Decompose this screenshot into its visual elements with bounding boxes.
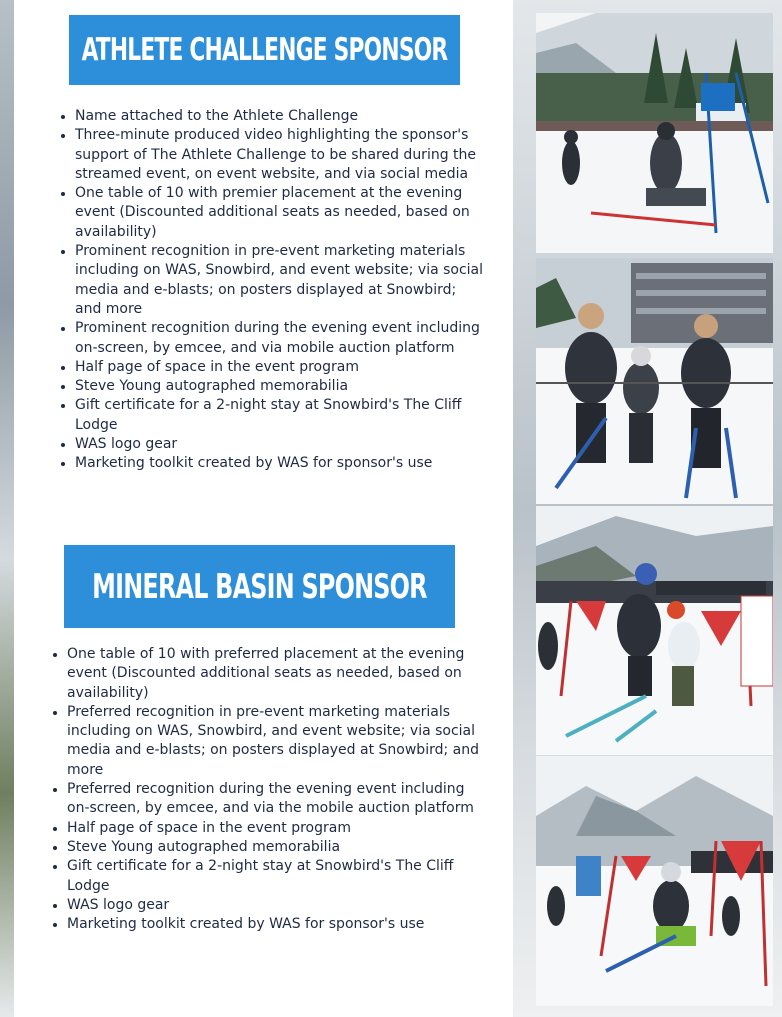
list-item: • Name attached to the Athlete Challenge xyxy=(75,107,485,126)
list-item: • One table of 10 with premier placement at the evening event (Discounted additional seats as needed, based on availability) xyxy=(75,184,485,242)
list-item: • Half page of space in the event program xyxy=(75,358,485,377)
mineral-basin-heading-text: MINERAL BASIN SPONSOR xyxy=(92,566,427,607)
photo-race-course xyxy=(536,756,773,1006)
list-item: • Marketing toolkit created by WAS for sponsor's use xyxy=(67,915,487,934)
list-item: • One table of 10 with preferred placement at the evening event (Discounted additional seats as needed, based on availability) xyxy=(67,645,487,703)
mineral-basin-heading xyxy=(64,545,455,628)
mineral-basin-benefits-list xyxy=(50,645,487,934)
list-item: • Half page of space in the event program xyxy=(67,819,487,838)
list-item: • Steve Young autographed memorabilia xyxy=(67,838,487,857)
list-item: • Marketing toolkit created by WAS for sponsor's use xyxy=(75,454,485,473)
list-item: • Prominent recognition during the evening event including on-screen, by emcee, and via mobile auction platform xyxy=(75,319,485,358)
athlete-challenge-benefits-list xyxy=(58,107,485,474)
content-panel xyxy=(14,0,513,1017)
background-photo-left-strip xyxy=(0,0,14,1017)
list-item: • Gift certificate for a 2-night stay at Snowbird's The Cliff Lodge xyxy=(67,857,487,896)
list-item: • Gift certificate for a 2-night stay at Snowbird's The Cliff Lodge xyxy=(75,396,485,435)
list-item: • WAS logo gear xyxy=(75,435,485,454)
list-item: • WAS logo gear xyxy=(67,896,487,915)
list-item: • Prominent recognition in pre-event marketing materials including on WAS, Snowbird, and event website; via social media and e-blasts; on posters displayed at Snowbird; and more xyxy=(75,242,485,319)
list-item: • Preferred recognition in pre-event marketing materials including on WAS, Snowbird, and event website; via social media and e-blasts; on posters displayed at Snowbird; and more xyxy=(67,703,487,780)
athlete-challenge-heading xyxy=(69,15,460,85)
list-item: • Steve Young autographed memorabilia xyxy=(75,377,485,396)
list-item: • Three-minute produced video highlighting the sponsor's support of The Athlete Challenge to be shared during the streamed event, on event website, and via social media xyxy=(75,126,485,184)
photo-sit-ski-racer xyxy=(536,13,773,253)
athlete-challenge-heading-text: ATHLETE CHALLENGE SPONSOR xyxy=(81,32,448,68)
photo-group-skiers xyxy=(536,258,773,504)
list-item: • Preferred recognition during the evening event including on-screen, by emcee, and via the mobile auction platform xyxy=(67,780,487,819)
photo-skier-and-coach xyxy=(536,506,773,755)
